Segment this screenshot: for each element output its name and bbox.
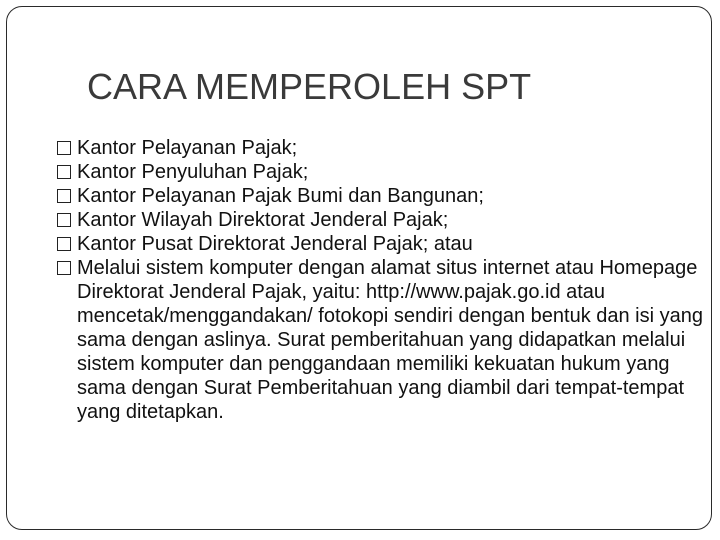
list-item <box>57 136 697 160</box>
checkbox-bullet-icon <box>57 237 71 251</box>
list-item <box>57 184 697 208</box>
list-item <box>57 232 697 256</box>
checkbox-bullet-icon <box>57 213 71 227</box>
slide-title: CARA MEMPEROLEH SPT <box>87 66 532 107</box>
checkbox-bullet-icon <box>57 141 71 155</box>
list-item <box>57 160 697 184</box>
bullet-text: Kantor Pusat Direktorat Jenderal Pajak; atau <box>77 233 473 255</box>
checkbox-bullet-icon <box>57 189 71 203</box>
bullet-list <box>57 136 703 424</box>
list-item <box>57 208 697 232</box>
bullet-text: Kantor Penyuluhan Pajak; <box>77 161 309 183</box>
checkbox-bullet-icon <box>57 165 71 179</box>
bullet-text: Kantor Pelayanan Pajak Bumi dan Bangunan; <box>77 185 484 207</box>
checkbox-bullet-icon <box>57 261 71 275</box>
bullet-text: Kantor Pelayanan Pajak; <box>77 137 298 159</box>
list-item <box>57 256 707 424</box>
bullet-text: Kantor Wilayah Direktorat Jenderal Pajak; <box>77 209 449 231</box>
bullet-text: Melalui sistem komputer dengan alamat situs internet atau Homepage Direktorat Jenderal Pajak, yaitu: http://www.pajak.go.id atau mencetak/menggandakan/ fotokopi sendiri dengan bentuk dan isi yang sama dengan aslinya. Surat pemberitahuan yang didapatkan melalui sistem komputer dan penggandaan memiliki kekuatan hukum yang sama dengan Surat Pemberitahuan yang diambil dari tempat-tempat yang ditetapkan. <box>77 257 703 423</box>
